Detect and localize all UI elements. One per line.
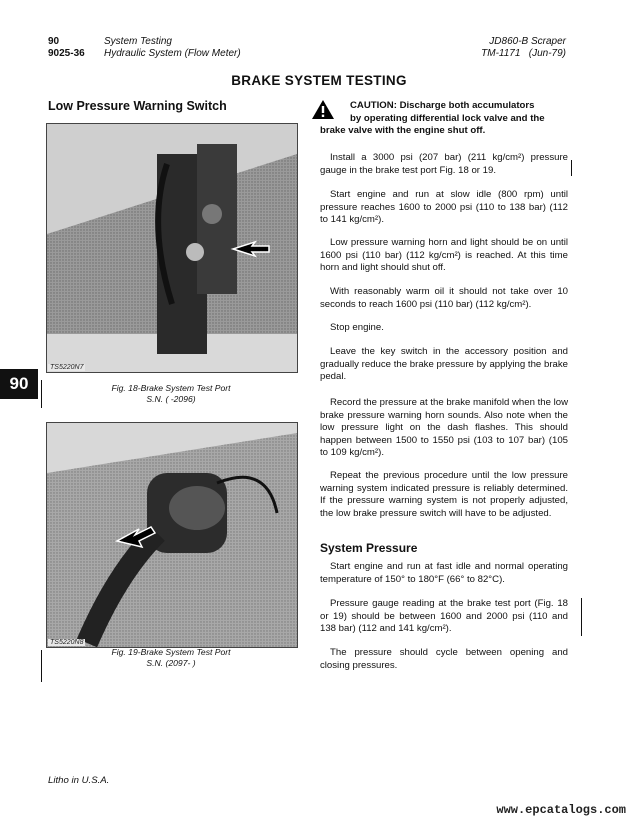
subsection-title: Hydraulic System (Flow Meter) bbox=[104, 48, 241, 59]
paragraph-text: Install a 3000 psi (207 bar) (211 kg/cm²) pressure gauge in the brake test port Fig. 18 or 19. bbox=[320, 152, 568, 176]
figure-19-caption-sn: S.N. (2097- ) bbox=[146, 658, 196, 668]
paragraph-text: With reasonably warm oil it should not take over 10 seconds to reach 1600 psi (110 bar) (112 kg/cm²). bbox=[320, 286, 568, 310]
paragraph bbox=[320, 237, 568, 275]
figure-19-code: TS5220N8 bbox=[50, 639, 84, 646]
paragraph bbox=[320, 397, 568, 460]
figure-19-photo bbox=[46, 422, 298, 648]
paragraph-text: The pressure should cycle between opening and closing pressures. bbox=[320, 647, 568, 671]
paragraph bbox=[320, 470, 568, 520]
paragraph bbox=[320, 561, 568, 586]
machine-name: JD860-B Scraper bbox=[489, 36, 566, 47]
paragraph-text: Repeat the previous procedure until the low pressure warning system indicated pressure is reliably determined. If the pressure warning system is not properly adjusted, the low brake pressure switch will have to be adjusted. bbox=[320, 470, 568, 519]
page-title: BRAKE SYSTEM TESTING bbox=[231, 73, 407, 88]
figure-19-caption-title: Fig. 19-Brake System Test Port bbox=[111, 647, 231, 657]
margin-rule bbox=[41, 650, 42, 682]
section-code: 9025-36 bbox=[48, 48, 85, 59]
caution-label: CAUTION: bbox=[350, 100, 397, 111]
manual-date: (Jun-79) bbox=[528, 48, 566, 59]
margin-rule bbox=[41, 380, 42, 408]
figure-19-illustration bbox=[47, 423, 297, 647]
low-pressure-heading: Low Pressure Warning Switch bbox=[48, 99, 227, 113]
change-bar bbox=[571, 160, 572, 176]
paragraph bbox=[320, 152, 568, 177]
system-pressure-heading: System Pressure bbox=[320, 541, 418, 555]
paragraph bbox=[320, 598, 568, 636]
caution-block bbox=[320, 100, 568, 138]
paragraph bbox=[320, 647, 568, 672]
manual-id bbox=[481, 48, 566, 60]
paragraph-text: Record the pressure at the brake manifold when the low brake pressure warning horn sounds. Also note when the low pressure light on the dash flashes. This should happen between 1500 to 1550 psi (103 to 107 bar) (105 to 109 kg/cm²). bbox=[320, 397, 568, 459]
paragraph bbox=[320, 189, 568, 227]
paragraph-text: Low pressure warning horn and light should be on until 1600 psi (110 bar) (112 kg/cm²) is reached. At this time horn and light should shut off. bbox=[320, 237, 568, 274]
figure-18-code: TS5220N7 bbox=[50, 364, 84, 371]
caution-text-1: Discharge both accumulators bbox=[396, 100, 535, 111]
paragraph-text: Start engine and run at fast idle and normal operating temperature of 150° to 180°F (66° to 82°C). bbox=[320, 561, 568, 585]
paragraph bbox=[320, 322, 568, 335]
paragraph-text: Stop engine. bbox=[330, 322, 384, 333]
paragraph bbox=[320, 346, 568, 384]
figure-18-caption-title: Fig. 18-Brake System Test Port bbox=[111, 383, 231, 393]
figure-18-photo bbox=[46, 123, 298, 373]
litho-note: Litho in U.S.A. bbox=[48, 775, 110, 786]
paragraph-text: Leave the key switch in the accessory position and gradually reduce the brake pressure by applying the brake pedal. bbox=[320, 346, 568, 383]
watermark: www.epcatalogs.com bbox=[496, 803, 626, 817]
manual-number: TM-1171 bbox=[481, 48, 521, 59]
figure-18-caption bbox=[46, 383, 296, 405]
section-tab: 90 bbox=[0, 369, 38, 399]
caution-text-2: by operating differential lock valve and the bbox=[350, 112, 545, 124]
change-bar bbox=[581, 598, 582, 636]
figure-18-illustration bbox=[47, 124, 297, 372]
figure-18-caption-sn: S.N. ( -2096) bbox=[146, 394, 196, 404]
paragraph-text: Pressure gauge reading at the brake test port (Fig. 18 or 19) should be between 1600 and 2000 psi (110 and 138 bar) (112 and 141 kg/cm²). bbox=[320, 598, 568, 635]
page-number: 90 bbox=[48, 36, 60, 47]
paragraph-text: Start engine and run at slow idle (800 rpm) until pressure reaches 1600 to 2000 psi (110 to 138 bar) (112 to 141 kg/cm²). bbox=[320, 189, 568, 226]
caution-text-3: brake valve with the engine shut off. bbox=[320, 125, 486, 137]
section-title: System Testing bbox=[104, 36, 172, 47]
paragraph bbox=[320, 286, 568, 311]
figure-19-caption bbox=[46, 647, 296, 669]
